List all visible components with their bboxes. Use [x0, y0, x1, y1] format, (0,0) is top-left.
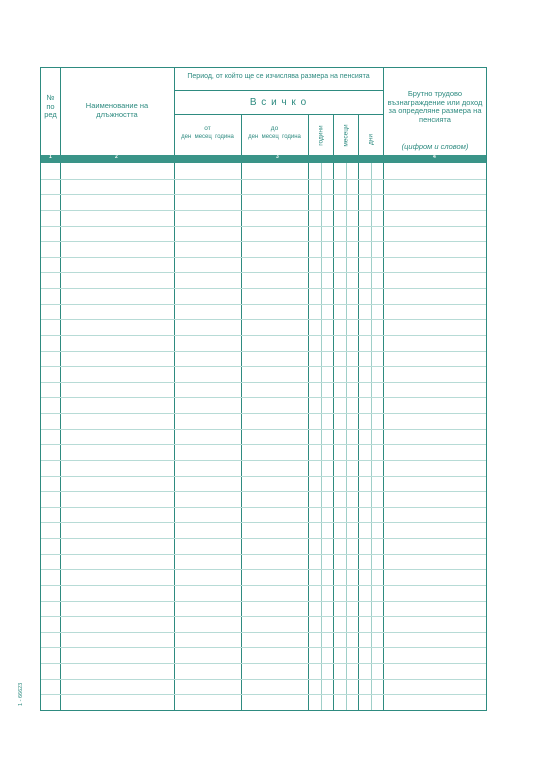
table-row: [41, 272, 486, 273]
pension-table: [40, 67, 487, 711]
table-row: [41, 444, 486, 445]
table-row: [41, 460, 486, 461]
period-header: Период, от който ще се изчислява размера на пенсията: [187, 73, 370, 80]
header-divider: [174, 114, 383, 115]
table-row: [41, 522, 486, 523]
col-position-header: Наименование на длъжността: [85, 101, 149, 119]
table-row: [41, 241, 486, 242]
table-row: [41, 491, 486, 492]
from-date-parts: ден месец година: [181, 134, 234, 140]
table-row: [41, 554, 486, 555]
table-row: [41, 429, 486, 430]
table-row: [41, 507, 486, 508]
to-date-parts: ден месец година: [248, 134, 301, 140]
col-subdivider: [371, 163, 372, 710]
table-row: [41, 319, 486, 320]
table-row: [41, 569, 486, 570]
col-number-4: 4: [433, 154, 436, 160]
table-row: [41, 210, 486, 211]
col-divider: [241, 114, 242, 710]
table-row: [41, 226, 486, 227]
col-divider: [60, 68, 61, 710]
col-number-2: 2: [115, 154, 118, 160]
table-row: [41, 397, 486, 398]
table-row: [41, 538, 486, 539]
table-row: [41, 585, 486, 586]
col-divider: [174, 68, 175, 710]
income-header: Брутно трудово възнаграждение или доход за определяне размера на пенсията: [387, 89, 483, 124]
header-divider: [174, 90, 383, 91]
column-number-bar: [41, 155, 486, 163]
table-row: [41, 413, 486, 414]
col-divider: [308, 114, 309, 710]
col-number-1: 1: [49, 154, 52, 160]
col-divider: [358, 114, 359, 710]
table-row: [41, 694, 486, 695]
table-row: [41, 257, 486, 258]
table-row: [41, 382, 486, 383]
table-row: [41, 304, 486, 305]
table-row: [41, 288, 486, 289]
col-divider: [333, 114, 334, 710]
table-row: [41, 194, 486, 195]
income-note: (цифром и словом): [401, 142, 469, 151]
table-row: [41, 366, 486, 367]
days-header: дни: [367, 134, 375, 146]
table-row: [41, 663, 486, 664]
form-code: 1 - 66623: [18, 682, 24, 706]
from-header: от: [204, 125, 211, 132]
col-subdivider: [346, 163, 347, 710]
table-row: [41, 616, 486, 617]
table-row: [41, 476, 486, 477]
table-row: [41, 679, 486, 680]
years-header: години: [317, 125, 325, 146]
months-header: месеци: [342, 124, 350, 147]
col-divider: [383, 68, 384, 710]
col-subdivider: [321, 163, 322, 710]
table-row: [41, 601, 486, 602]
table-row: [41, 632, 486, 633]
col-number-3: 3: [276, 154, 279, 160]
table-row: [41, 179, 486, 180]
table-row: [41, 335, 486, 336]
total-header: В с и ч к о: [249, 97, 308, 108]
to-header: до: [270, 125, 279, 132]
table-row: [41, 351, 486, 352]
col-number-header: № по ред: [44, 93, 57, 120]
table-row: [41, 647, 486, 648]
